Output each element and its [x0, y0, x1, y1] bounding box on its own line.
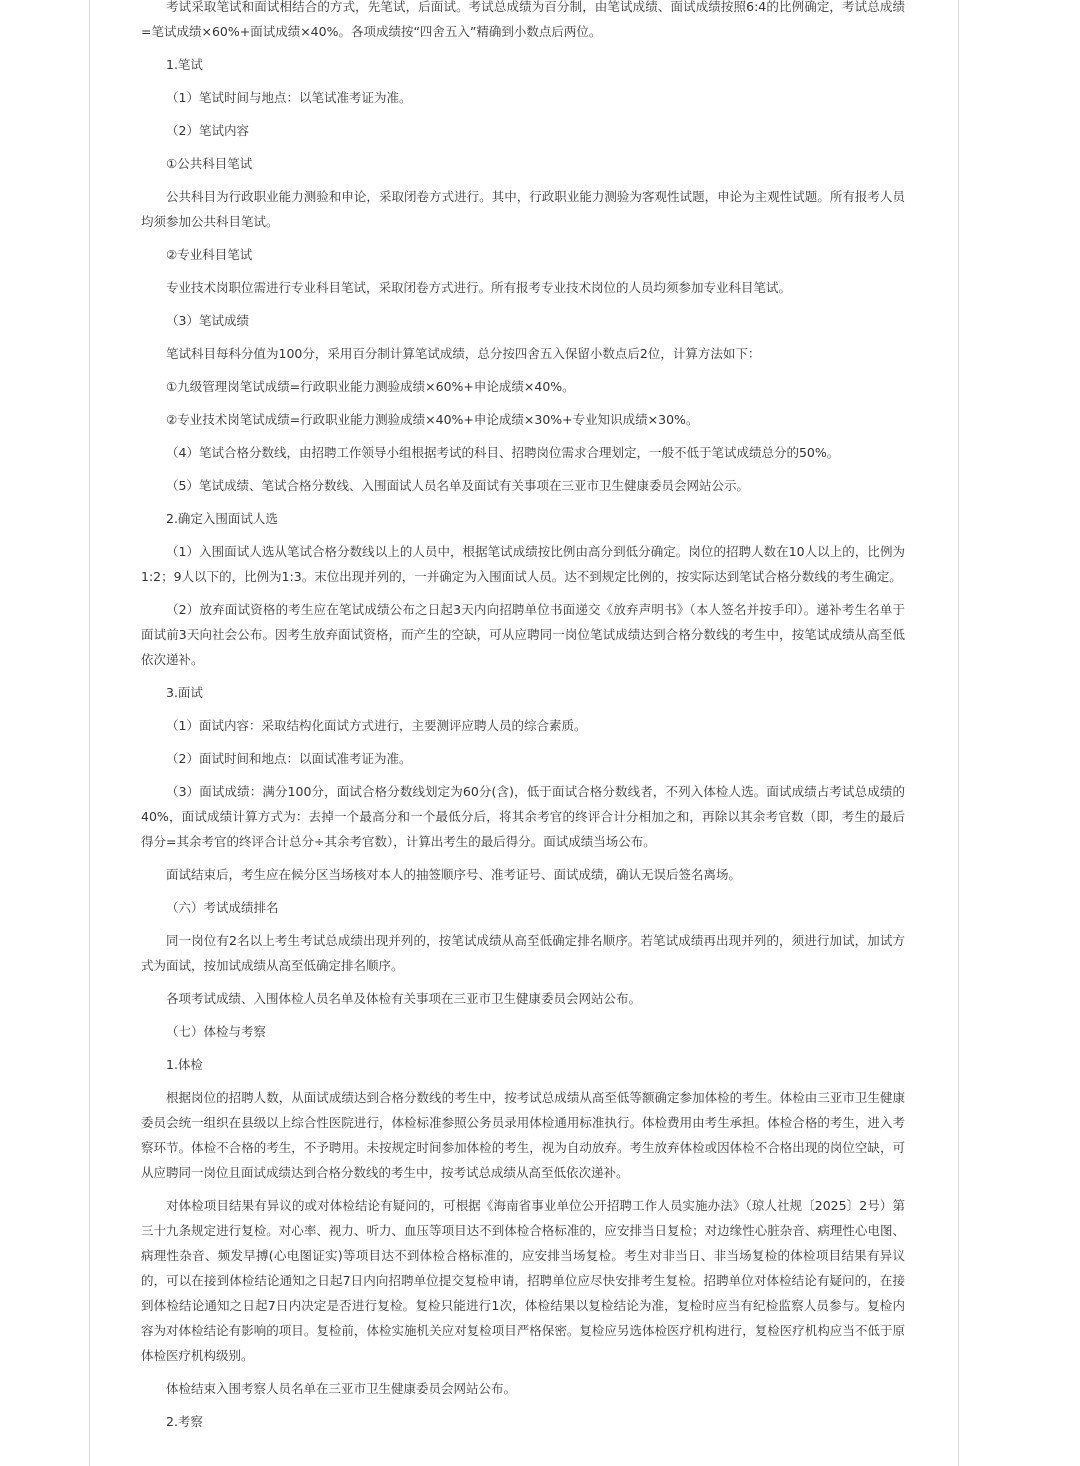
formula-line: ①九级管理岗笔试成绩=行政职业能力测验成绩×60%+申论成绩×40%。 — [166, 379, 575, 394]
paragraph: 体检结束入围考察人员名单在三亚市卫生健康委员会网站公布。 — [166, 1381, 517, 1396]
article-body — [141, 0, 905, 1434]
subsection-heading: ②专业科目笔试 — [166, 247, 253, 262]
subsection-heading: ①公共科目笔试 — [166, 156, 253, 171]
paragraph: 笔试科目每科分值为100分，采用百分制计算笔试成绩，总分按四舍五入保留小数点后2位，计算方法如下： — [166, 346, 761, 361]
paragraph: （4）笔试合格分数线，由招聘工作领导小组根据考试的科目、招聘岗位需求合理划定，一般不低于笔试成绩总分的50%。 — [166, 445, 840, 460]
paragraph: 面试结束后，考生应在候分区当场核对本人的抽签顺序号、准考证号、面试成绩，确认无误后签名离场。 — [166, 867, 742, 882]
paragraph: （1）入围面试人选从笔试合格分数线以上的人员中，根据笔试成绩按比例由高分到低分确定。岗位的招聘人数在10人以上的，比例为1:2；9人以下的，比例为1:3。末位出现并列的，一并确定为入围面试人员。达不到规定比例的，按实际达到笔试合格分数线的考生确定。 — [141, 544, 905, 584]
paragraph: 公共科目为行政职业能力测验和申论，采取闭卷方式进行。其中，行政职业能力测验为客观性试题，申论为主观性试题。所有报考人员均须参加公共科目笔试。 — [141, 189, 905, 229]
paragraph: 根据岗位的招聘人数，从面试成绩达到合格分数线的考生中，按考试总成绩从高至低等额确定参加体检的考生。体检由三亚市卫生健康委员会统一组织在县级以上综合性医院进行，体检标准参照公务员录用体检通用标准执行。体检费用由考生承担。体检合格的考生，进入考察环节。体检不合格的考生，不予聘用。未按规定时间参加体检的考生，视为自动放弃。考生放弃体检或因体检不合格出现的岗位空缺，可从应聘同一岗位且面试成绩达到合格分数线的考生中，按考试总成绩从高至低依次递补。 — [141, 1090, 905, 1180]
paragraph: （1）面试内容：采取结构化面试方式进行，主要测评应聘人员的综合素质。 — [166, 718, 587, 733]
paragraph: （2）放弃面试资格的考生应在笔试成绩公布之日起3天内向招聘单位书面递交《放弃声明书》（本人签名并按手印）。递补考生名单于面试前3天向社会公布。因考生放弃面试资格，而产生的空缺，可从应聘同一岗位笔试成绩达到合格分数线的考生中，按笔试成绩从高至低依次递补。 — [141, 602, 905, 667]
section-heading: （七）体检与考察 — [166, 1024, 267, 1039]
paragraph: 专业技术岗职位需进行专业科目笔试，采取闭卷方式进行。所有报考专业技术岗位的人员均须参加专业科目笔试。 — [166, 280, 792, 295]
section-heading: 1.笔试 — [166, 57, 203, 72]
paragraph: （2）面试时间和地点：以面试准考证为准。 — [166, 751, 412, 766]
section-heading: 1.体检 — [166, 1057, 203, 1072]
paragraph: （1）笔试时间与地点：以笔试准考证为准。 — [166, 90, 412, 105]
subsection-heading: （3）笔试成绩 — [166, 313, 249, 328]
paragraph: （5）笔试成绩、笔试合格分数线、入围面试人员名单及面试有关事项在三亚市卫生健康委员会网站公示。 — [166, 478, 749, 493]
paragraph: 对体检项目结果有异议的或对体检结论有疑问的，可根据《海南省事业单位公开招聘工作人员实施办法》（琼人社规〔2025〕2号）第三十九条规定进行复检。对心率、视力、听力、血压等项目达不到体检合格标准的，应安排当日复检；对边缘性心脏杂音、病理性心电图、病理性杂音、频发早搏(心电图证实)等项目达不到体检合格标准的，应安排当场复检。考生对非当日、非当场复检的体检项目结果有异议的，可以在接到体检结论通知之日起7日内向招聘单位提交复检申请，招聘单位应尽快安排考生复检。招聘单位对体检结论有疑问的，在接到体检结论通知之日起7日内决定是否进行复检。复检只能进行1次，体检结果以复检结论为准，复检时应当有纪检监察人员参与。复检内容为对体检结论有影响的项目。复检前，体检实施机关应对复检项目严格保密。复检应另选体检医疗机构进行，复检医疗机构应当不低于原体检医疗机构级别。 — [141, 1198, 905, 1363]
section-heading: 3.面试 — [166, 685, 203, 700]
section-heading: 2.考察 — [166, 1414, 203, 1429]
paragraph: 同一岗位有2名以上考生考试总成绩出现并列的，按笔试成绩从高至低确定排名顺序。若笔试成绩再出现并列的，须进行加试，加试方式为面试，按加试成绩从高至低确定排名顺序。 — [141, 933, 905, 973]
paragraph: （3）面试成绩：满分100分，面试合格分数线划定为60分(含)，低于面试合格分数线者，不列入体检人选。面试成绩占考试总成绩的40%，面试成绩计算方式为：去掉一个最高分和一个最低分后，将其余考官的终评合计分相加之和，再除以其余考官数（即，考生的最后得分=其余考官的终评合计总分÷其余考官数），计算出考生的最后得分。面试成绩当场公布。 — [141, 784, 905, 849]
paragraph: 各项考试成绩、入围体检人员名单及体检有关事项在三亚市卫生健康委员会网站公布。 — [166, 991, 642, 1006]
paragraph: 考试采取笔试和面试相结合的方式，先笔试，后面试。考试总成绩为百分制，由笔试成绩、面试成绩按照6:4的比例确定，考试总成绩=笔试成绩×60%+面试成绩×40%。各项成绩按“四舍五入”精确到小数点后两位。 — [141, 0, 905, 39]
section-heading: 2.确定入围面试人选 — [166, 511, 278, 526]
subsection-heading: （2）笔试内容 — [166, 123, 249, 138]
section-heading: （六）考试成绩排名 — [166, 900, 279, 915]
formula-line: ②专业技术岗笔试成绩=行政职业能力测验成绩×40%+申论成绩×30%+专业知识成绩×30%。 — [166, 412, 699, 427]
